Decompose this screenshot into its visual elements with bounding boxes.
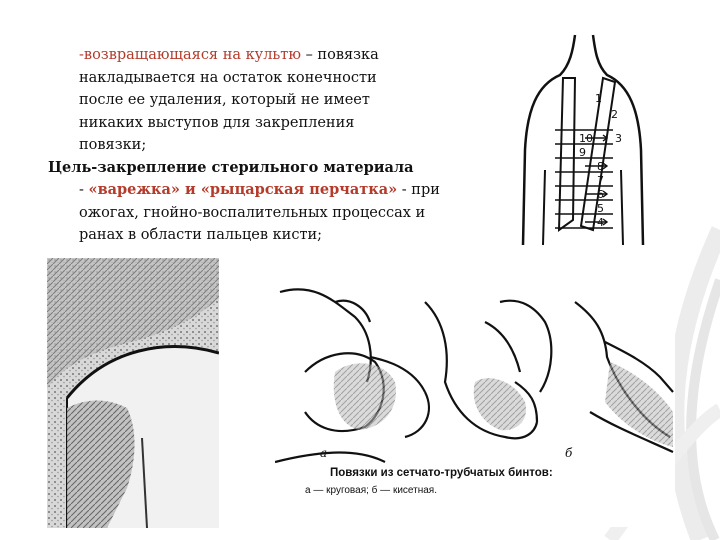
chest-number: 6 [597,188,604,201]
stump-bandage-illustration [47,258,219,528]
text-fragment: - при [397,182,440,198]
bullet-line [48,179,518,202]
chest-number: 4 [597,216,604,229]
text-line-1 [48,44,518,67]
figure-caption-title: Повязки из сетчато-трубчатых бинтов: [330,467,553,479]
stump-bandage-term: -возвращающаяся на культю [79,47,301,63]
purpose-heading: Цель-закрепление стерильного материала [48,158,414,176]
text-line-5: повязки; [79,137,147,153]
chest-bandage-illustration [515,30,651,245]
text-line-8: ожогах, гнойно-воспалительных процессах и [79,204,426,221]
chest-number: 8 [597,160,604,173]
text-line-9: ранах в области пальцев кисти; [79,227,323,243]
bullet-dash: - [79,182,89,198]
chest-number: 5 [597,202,604,215]
text-fragment: – повязка [300,47,379,63]
chest-number: 3 [615,132,622,145]
text-line-3: после ее удаления, который не имеет [79,92,370,108]
chest-number: 7 [597,174,604,187]
chest-number: 10 [579,132,593,145]
figure-caption-subtitle: а — круговая; б — кисетная. [305,485,437,496]
text-block [48,44,518,247]
chest-number: 2 [611,108,618,121]
chest-number: 9 [579,146,586,159]
text-line-4: никаких выступов для закрепления [79,114,355,131]
mitten-glove-term: «варежка» и «рыцарская перчатка» [88,181,398,198]
chest-number: 1 [595,92,602,105]
figure-label-b: б [565,446,573,460]
text-line-2: накладывается на остаток конечности [79,69,377,86]
figure-label-a: а [320,446,328,460]
